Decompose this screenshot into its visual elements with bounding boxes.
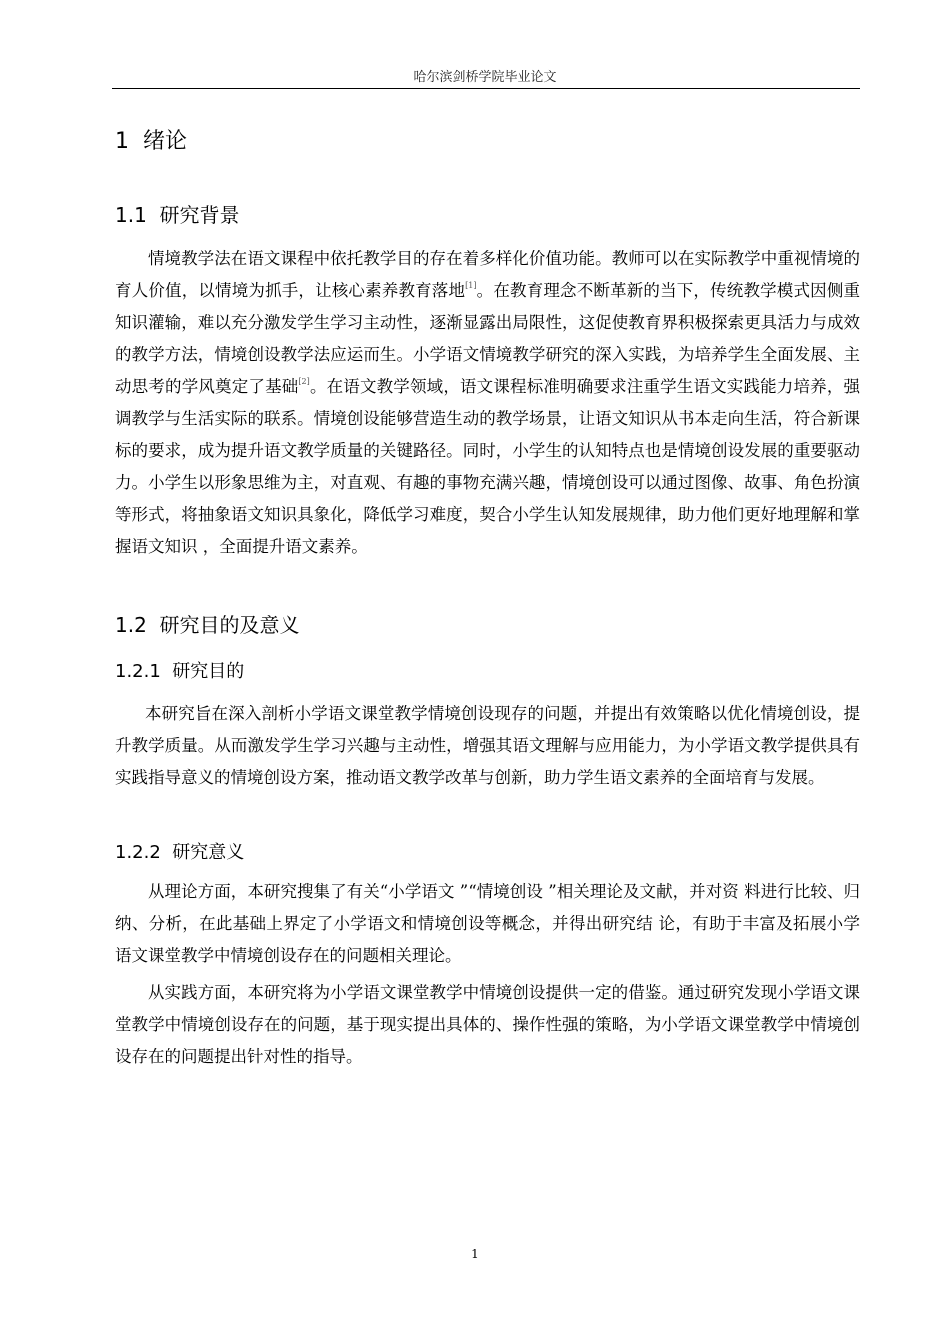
paragraph-text: 。在教育理念不断革新的当下，传统教学模式因侧重知识灌输，难以充分激发学生学习主动性，逐渐显露出局限性，这促使教育界积极探索更具活力与成效的教学方法，情境创设教学法应运而生。小学语文情境教学研究的深入实践，为培养学生全面发展、主动思考的学风奠定了基础: [115, 281, 861, 396]
page-number: 1: [471, 1247, 479, 1261]
section-number: 1.1: [115, 203, 147, 227]
section-number: 1.2: [115, 613, 147, 637]
purpose-paragraph: 本研究旨在深入剖析小学语文课堂教学情境创设现存的问题，并提出有效策略以优化情境创设，提升教学质量。从而激发学生学习兴趣与主动性，增强其语文理解与应用能力，为小学语文教学提供具有实践指导意义的情境创设方案，推动语文教学改革与创新，助力学生语文素养的全面培育与发展。: [115, 704, 860, 787]
subsection-number: 1.2.1: [115, 661, 161, 682]
chapter-title: 绪论: [143, 129, 188, 154]
chapter-heading: [115, 124, 187, 155]
section-title: 研究背景: [159, 203, 240, 227]
section-heading-1-1: [115, 199, 240, 228]
significance-practice-paragraph: 从实践方面，本研究将为小学语文课堂教学中情境创设提供一定的借鉴。通过研究发现小学语文课堂教学中情境创设存在的问题，基于现实提出具体的、操作性强的策略，为小学语文课堂教学中情境创设存在的问题提出针对性的指导。: [115, 983, 860, 1066]
paragraph-text: 。在语文教学领域，语文课程标准明确要求注重学生语文实践能力培养，强调教学与生活实际的联系。情境创设能够营造生动的教学场景，让语文知识从书本走向生活，符合新课标的要求，成为提升语文教学质量的关键路径。同时，小学生的认知特点也是情境创设发展的重要驱动力。小学生以形象思维为主，对直观、有趣的事物充满兴趣，情境创设可以通过图像、故事、角色扮演等形式，将抽象语文知识具象化，降低学习难度，契合小学生认知发展规律，助力他们更好地理解和掌握语文知识 ，全面提升语文素养。: [115, 377, 861, 556]
subsection-heading-1-2-1: [115, 657, 244, 683]
subsection-heading-1-2-2: [115, 838, 244, 864]
section-heading-1-2: [115, 609, 300, 638]
background-paragraph: [115, 243, 860, 563]
citation-1[interactable]: [1]: [465, 281, 477, 290]
chapter-number: 1: [115, 129, 129, 154]
running-header: 哈尔滨剑桥学院毕业论文: [413, 70, 557, 85]
header-rule: [112, 88, 860, 89]
subsection-title: 研究目的: [172, 661, 245, 682]
citation-2[interactable]: [2]: [298, 377, 310, 386]
section-title: 研究目的及意义: [159, 613, 300, 637]
subsection-number: 1.2.2: [115, 842, 161, 863]
paragraph-text: 情境教学法在语文课程中依托教学目的存在着多样化价值功能。教师可以在实际教学中重视情境的育人价值，以情境为抓手，让核心素养教育落地: [115, 249, 860, 300]
subsection-title: 研究意义: [172, 842, 245, 863]
significance-theory-paragraph: 从理论方面，本研究搜集了有关“小学语文 ”“情境创设 ”相关理论及文献，并对资 料进行比较、归纳、分析，在此基础上界定了小学语文和情境创设等概念，并得出研究结 论，有助于丰富及拓展小学语文课堂教学中情境创设存在的问题相关理论。: [115, 882, 860, 965]
